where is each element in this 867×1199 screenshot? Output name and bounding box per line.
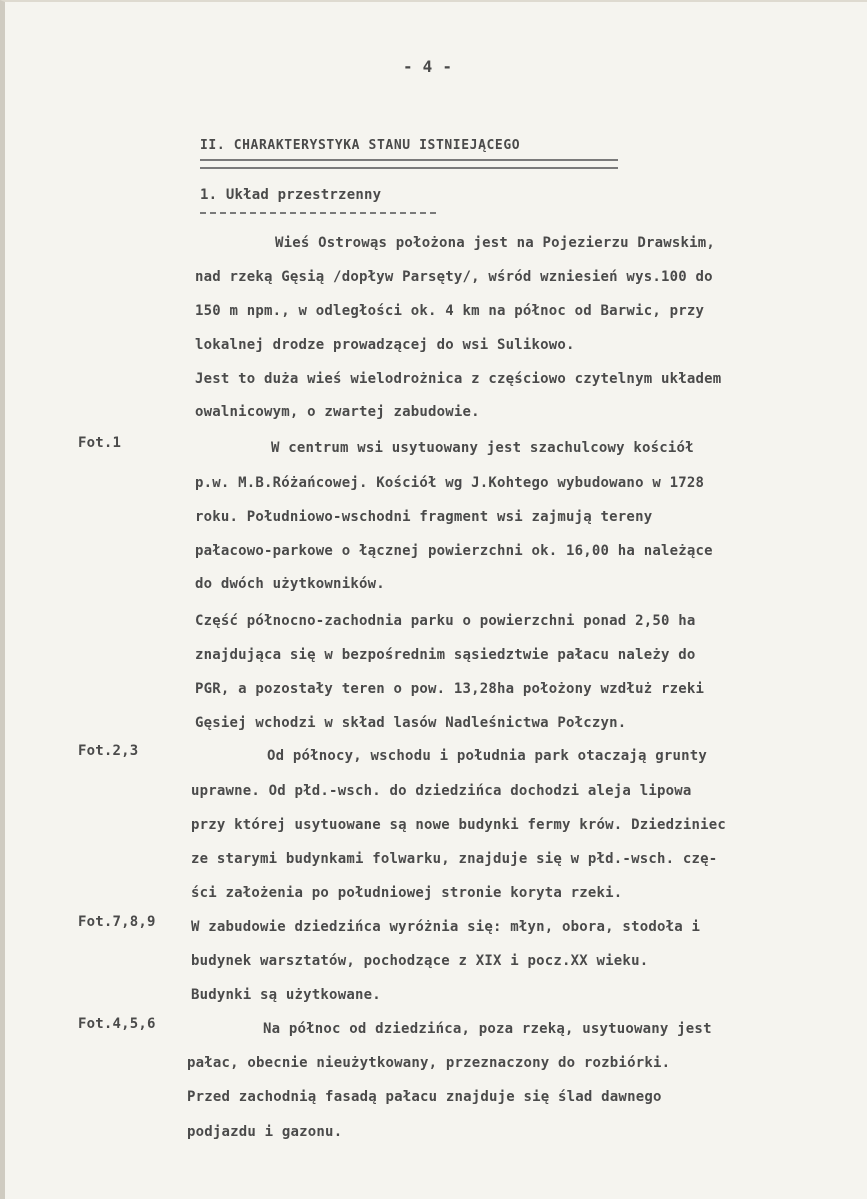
text-line: 150 m npm., w odległości ok. 4 km na północ od Barwic, przy	[195, 303, 705, 319]
text-line: uprawne. Od płd.-wsch. do dziedzińca dochodzi aleja lipowa	[191, 783, 692, 799]
text-line: przy której usytuowane są nowe budynki fermy krów. Dziedziniec	[191, 817, 726, 833]
photo-reference: Fot.2,3	[78, 743, 139, 759]
text-line: Budynki są użytkowane.	[191, 987, 381, 1003]
text-line: owalnicowym, o zwartej zabudowie.	[195, 404, 480, 420]
text-line: do dwóch użytkowników.	[195, 576, 385, 592]
section-heading-underline	[200, 159, 618, 169]
text-line: p.w. M.B.Różańcowej. Kościół wg J.Kohtego wybudowano w 1728	[195, 475, 705, 491]
section-heading: II. CHARAKTERYSTYKA STANU ISTNIEJĄCEGO	[200, 138, 521, 153]
text-line: roku. Południowo-wschodni fragment wsi zajmują tereny	[195, 509, 653, 525]
text-line: Jest to duża wieś wielodrożnica z częściowo czytelnym układem	[195, 371, 722, 387]
text-line: Gęsiej wchodzi w skład lasów Nadleśnictwa Połczyn.	[195, 715, 627, 731]
text-line: budynek warsztatów, pochodzące z XIX i pocz.XX wieku.	[191, 953, 649, 969]
text-line: W zabudowie dziedzińca wyróżnia się: młyn, obora, stodoła i	[191, 919, 701, 935]
text-line: ści założenia po południowej stronie koryta rzeki.	[191, 885, 623, 901]
text-line: ze starymi budynkami folwarku, znajduje się w płd.-wsch. czę-	[191, 851, 718, 867]
text-line: Na północ od dziedzińca, poza rzeką, usytuowany jest	[263, 1021, 712, 1037]
text-line: Wieś Ostrowąs położona jest na Pojezierzu Drawskim,	[275, 235, 716, 251]
text-line: W centrum wsi usytuowany jest szachulcowy kościół	[271, 440, 694, 456]
text-line: nad rzeką Gęsią /dopływ Parsęty/, wśród wzniesień wys.100 do	[195, 269, 713, 285]
subsection-heading-underline	[200, 212, 436, 214]
text-line: Część północno-zachodnia parku o powierzchni ponad 2,50 ha	[195, 613, 696, 629]
subsection-heading: 1. Układ przestrzenny	[200, 187, 382, 203]
text-line: Przed zachodnią fasadą pałacu znajduje się ślad dawnego	[187, 1089, 662, 1105]
photo-reference: Fot.1	[78, 435, 122, 451]
photo-reference: Fot.4,5,6	[78, 1016, 156, 1032]
text-line: lokalnej drodze prowadzącej do wsi Sulikowo.	[195, 337, 575, 353]
text-line: PGR, a pozostały teren o pow. 13,28ha położony wzdłuż rzeki	[195, 681, 705, 697]
photo-reference: Fot.7,8,9	[78, 914, 156, 930]
text-line: pałac, obecnie nieużytkowany, przeznaczony do rozbiórki.	[187, 1055, 671, 1071]
text-line: znajdująca się w bezpośrednim sąsiedztwie pałacu należy do	[195, 647, 696, 663]
text-line: pałacowo-parkowe o łącznej powierzchni ok. 16,00 ha należące	[195, 543, 713, 559]
page-number: - 4 -	[403, 57, 453, 76]
text-line: Od północy, wschodu i południa park otaczają grunty	[267, 748, 708, 764]
text-line: podjazdu i gazonu.	[187, 1124, 343, 1140]
